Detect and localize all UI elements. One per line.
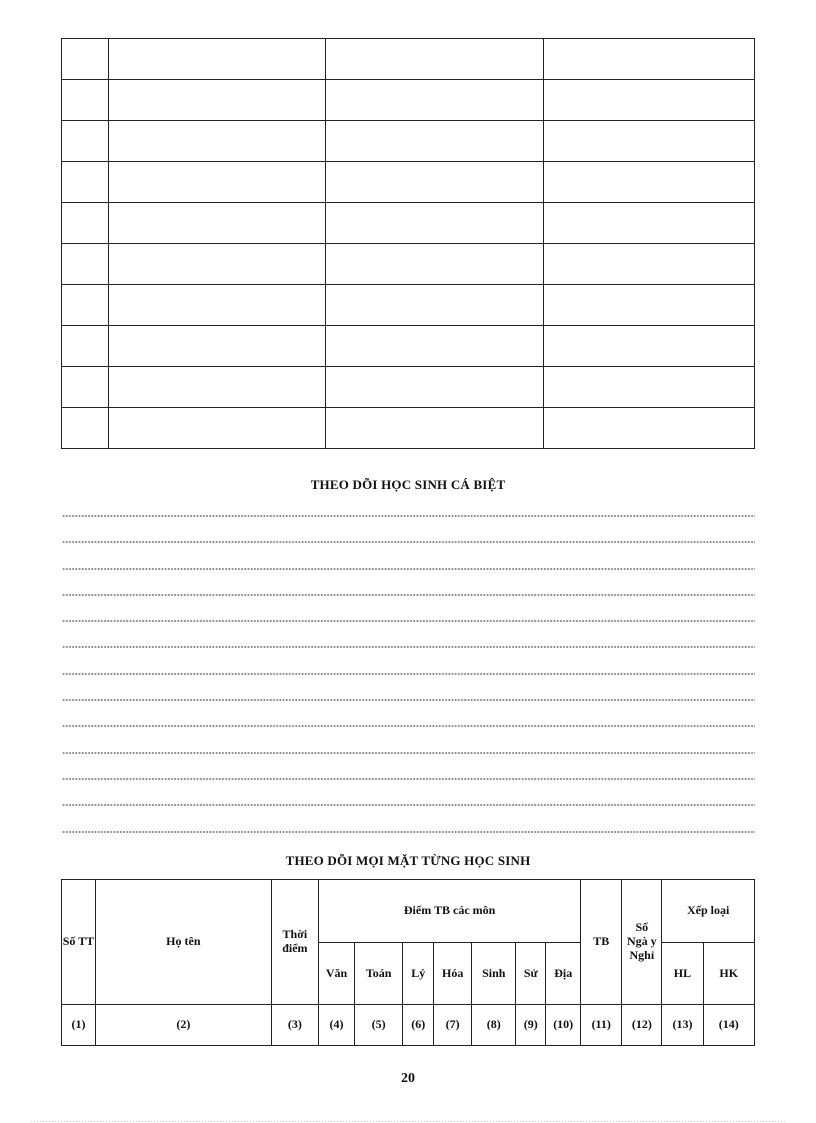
header-days-off: Số Ngà y Nghỉ [622, 880, 662, 1005]
blank-table-cell [544, 326, 755, 367]
blank-table-cell [544, 244, 755, 285]
column-number: (3) [271, 1005, 318, 1046]
blank-table-cell [544, 408, 755, 449]
blank-table-cell [326, 367, 544, 408]
blank-table-cell [62, 408, 109, 449]
column-number: (12) [622, 1005, 662, 1046]
column-number: (5) [355, 1005, 403, 1046]
header-subject-hoa: Hóa [434, 943, 472, 1005]
blank-table-cell [62, 244, 109, 285]
header-stt: Số TT [62, 880, 96, 1005]
blank-table-cell [544, 121, 755, 162]
dotted-line [62, 538, 755, 564]
dotted-line [62, 749, 755, 775]
blank-table-row [62, 285, 755, 326]
blank-table-cell [544, 39, 755, 80]
blank-table-cell [109, 285, 326, 326]
dotted-line [62, 828, 755, 854]
tracking-section-title: THEO DÕI MỌI MẶT TỪNG HỌC SINH [285, 853, 531, 868]
blank-table-cell [544, 203, 755, 244]
blank-table-cell [62, 326, 109, 367]
dotted-line [62, 696, 755, 722]
dotted-line [62, 670, 755, 696]
blank-table-cell [326, 326, 544, 367]
blank-table-cell [109, 162, 326, 203]
header-ranking-hk: HK [703, 943, 754, 1005]
blank-table-row [62, 203, 755, 244]
blank-table-cell [109, 408, 326, 449]
blank-table-cell [109, 244, 326, 285]
student-tracking-table [61, 879, 755, 1046]
blank-table-cell [326, 408, 544, 449]
blank-table-row [62, 326, 755, 367]
header-average: TB [581, 880, 622, 1005]
blank-table-cell [326, 244, 544, 285]
blank-table-cell [109, 203, 326, 244]
column-number: (11) [581, 1005, 622, 1046]
blank-table-cell [62, 203, 109, 244]
blank-table-cell [544, 367, 755, 408]
blank-table-row [62, 80, 755, 121]
header-subject-su: Sử [516, 943, 546, 1005]
column-number: (1) [62, 1005, 96, 1046]
blank-table-cell [109, 121, 326, 162]
blank-table-cell [62, 121, 109, 162]
column-number: (8) [472, 1005, 516, 1046]
column-number: (13) [662, 1005, 703, 1046]
column-number: (4) [319, 1005, 355, 1046]
blank-table-cell [109, 326, 326, 367]
dotted-line [62, 617, 755, 643]
dotted-line [62, 591, 755, 617]
blank-table-row [62, 121, 755, 162]
blank-table-cell [62, 285, 109, 326]
blank-table-cell [544, 162, 755, 203]
header-subjects-group: Điểm TB các môn [319, 880, 581, 943]
blank-table-row [62, 39, 755, 80]
header-time: Thời điểm [271, 880, 318, 1005]
column-number: (2) [95, 1005, 271, 1046]
blank-table-cell [62, 367, 109, 408]
blank-table-cell [62, 80, 109, 121]
dotted-writing-lines [62, 512, 755, 854]
header-subject-dia: Địa [546, 943, 581, 1005]
blank-table-cell [62, 162, 109, 203]
dotted-line [62, 801, 755, 827]
column-number: (9) [516, 1005, 546, 1046]
blank-table-cell [326, 162, 544, 203]
dotted-line [62, 512, 755, 538]
header-ranking-group: Xếp loại [662, 880, 755, 943]
page-number: 20 [401, 1071, 415, 1086]
blank-table-cell [544, 285, 755, 326]
bottom-dotted-border [30, 1121, 786, 1122]
dotted-line [62, 565, 755, 591]
blank-table-cell [544, 80, 755, 121]
header-ranking-hl: HL [662, 943, 703, 1005]
blank-table-cell [326, 39, 544, 80]
blank-table-cell [109, 39, 326, 80]
column-number: (10) [546, 1005, 581, 1046]
blank-table-cell [109, 367, 326, 408]
header-subject-toan: Toán [355, 943, 403, 1005]
column-number: (7) [434, 1005, 472, 1046]
header-subject-sinh: Sinh [472, 943, 516, 1005]
header-subject-ly: Lý [403, 943, 434, 1005]
header-subject-van: Văn [319, 943, 355, 1005]
blank-table-cell [326, 121, 544, 162]
blank-table-cell [326, 80, 544, 121]
blank-table-row [62, 162, 755, 203]
dotted-line [62, 643, 755, 669]
column-number: (6) [403, 1005, 434, 1046]
blank-table-cell [109, 80, 326, 121]
blank-table-row [62, 244, 755, 285]
blank-table-body [62, 39, 755, 449]
blank-table-row [62, 408, 755, 449]
blank-record-table [61, 38, 755, 449]
dotted-line [62, 775, 755, 801]
dotted-line [62, 722, 755, 748]
blank-table-cell [62, 39, 109, 80]
blank-table-cell [326, 203, 544, 244]
individual-section-title: THEO DÕI HỌC SINH CÁ BIỆT [310, 477, 506, 492]
header-name: Họ tên [95, 880, 271, 1005]
column-number: (14) [703, 1005, 754, 1046]
blank-table-row [62, 367, 755, 408]
blank-table-cell [326, 285, 544, 326]
